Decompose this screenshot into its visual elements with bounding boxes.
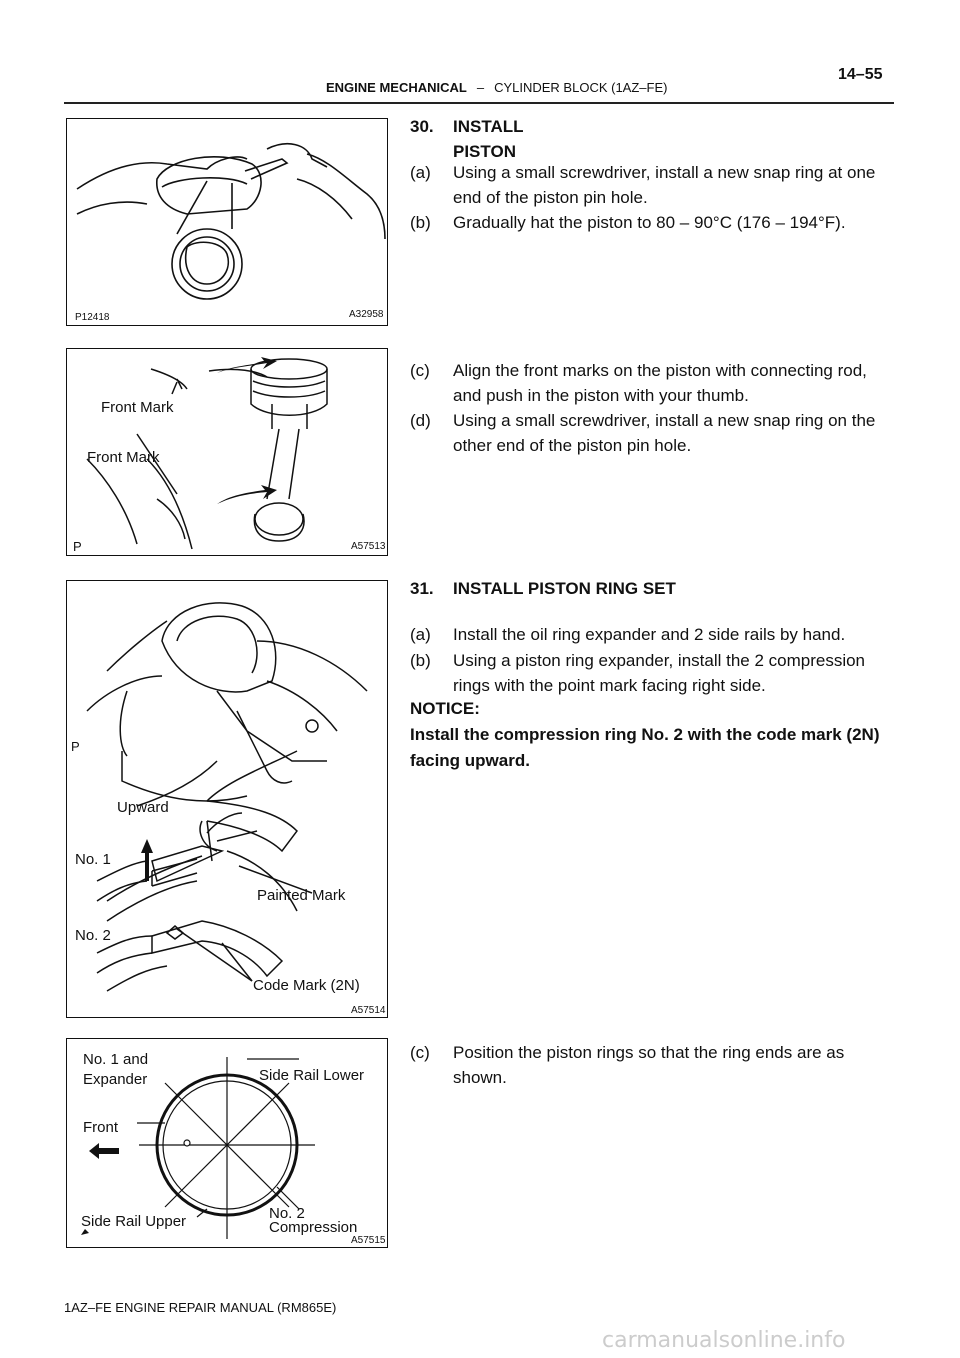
label-ring-no1: No. 1 xyxy=(75,851,111,868)
instruction-text xyxy=(410,114,896,1264)
watermark: carmanualsonline.info xyxy=(602,1328,846,1353)
label-side-rail-lower: Side Rail Lower xyxy=(259,1067,365,1084)
label-code-mark: Code Mark (2N) xyxy=(253,977,360,994)
step-30c-line1: Align the front marks on the piston with connecting rod, xyxy=(453,361,867,380)
step-30a-line2: end of the piston pin hole. xyxy=(453,188,648,207)
step-31b-line1: Using a piston ring expander, install the 2 compression xyxy=(453,651,866,670)
figure-code-left: P12418 xyxy=(75,312,110,323)
header-rule xyxy=(64,102,894,104)
notice-label: NOTICE: xyxy=(410,699,480,718)
step-30-number: 30. xyxy=(410,117,434,136)
step-30c-letter: (c) xyxy=(410,361,430,380)
step-31a-letter: (a) xyxy=(410,625,431,644)
step-30-title: INSTALL PISTON xyxy=(453,117,524,161)
label-side-rail-upper: Side Rail Upper xyxy=(81,1213,187,1230)
label-no1-expander-line1: No. 1 and xyxy=(83,1051,149,1068)
step-30d-letter: (d) xyxy=(410,411,431,430)
header-separator: – xyxy=(476,80,485,95)
header-section: ENGINE MECHANICAL xyxy=(326,80,467,95)
figure-code-right: A57515 xyxy=(351,1235,386,1246)
step-30b-letter: (b) xyxy=(410,213,431,232)
step-30b-line1: Gradually hat the piston to 80 – 90°C (176 – 194°F). xyxy=(453,213,846,232)
step-30a-line1: Using a small screwdriver, install a new snap ring at one xyxy=(453,163,876,182)
label-no2: No. 2 xyxy=(269,1205,305,1222)
label-front: Front xyxy=(83,1119,119,1136)
step-31c-line1: Position the piston rings so that the ring ends are as xyxy=(453,1043,845,1062)
notice-line2: facing upward. xyxy=(410,751,530,770)
figure-code-right: A57513 xyxy=(351,541,386,552)
label-painted-mark: Painted Mark xyxy=(257,887,346,904)
figure-code-left: P xyxy=(71,739,80,754)
step-31-title: INSTALL PISTON RING SET xyxy=(453,579,676,598)
label-front-mark-piston: Front Mark xyxy=(101,399,174,416)
step-30d-line1: Using a small screwdriver, install a new snap ring on the xyxy=(453,411,876,430)
label-upward: Upward xyxy=(117,799,169,816)
label-front-mark-rod: Front Mark xyxy=(87,449,160,466)
snap-ring-illustration xyxy=(67,119,388,326)
step-30c-line2: and push in the piston with your thumb. xyxy=(453,386,749,405)
notice-line1: Install the compression ring No. 2 with the code mark (2N) xyxy=(410,725,880,744)
header-subsection: CYLINDER BLOCK (1AZ–FE) xyxy=(494,80,668,95)
page-number: 14–55 xyxy=(838,66,883,83)
step-31b-letter: (b) xyxy=(410,651,431,670)
figure-code-right: A57514 xyxy=(351,1005,386,1016)
figure-front-marks xyxy=(66,348,388,556)
step-30d-line2: other end of the piston pin hole. xyxy=(453,436,692,455)
step-31b-line2: rings with the point mark facing right side. xyxy=(453,676,766,695)
step-31-number: 31. xyxy=(410,579,434,598)
step-31c-line2: shown. xyxy=(453,1068,507,1087)
label-no1-expander-line2: Expander xyxy=(83,1071,148,1088)
step-31c-letter: (c) xyxy=(410,1043,430,1062)
footer-manual-title: 1AZ–FE ENGINE REPAIR MANUAL (RM865E) xyxy=(64,1300,337,1315)
step-31a-line1: Install the oil ring expander and 2 side rails by hand. xyxy=(453,625,846,644)
label-compression: Compression xyxy=(269,1219,358,1236)
figure-code-left: P xyxy=(73,539,82,554)
figure-piston-ring-install xyxy=(66,580,388,1018)
running-header xyxy=(326,80,667,95)
ring-expander-illustration xyxy=(67,581,388,1018)
figure-code-right: A32958 xyxy=(349,309,384,320)
figure-ring-end-positions xyxy=(66,1038,388,1248)
step-30a-letter: (a) xyxy=(410,163,431,182)
label-ring-no2: No. 2 xyxy=(75,927,111,944)
figure-snap-ring-install xyxy=(66,118,388,326)
